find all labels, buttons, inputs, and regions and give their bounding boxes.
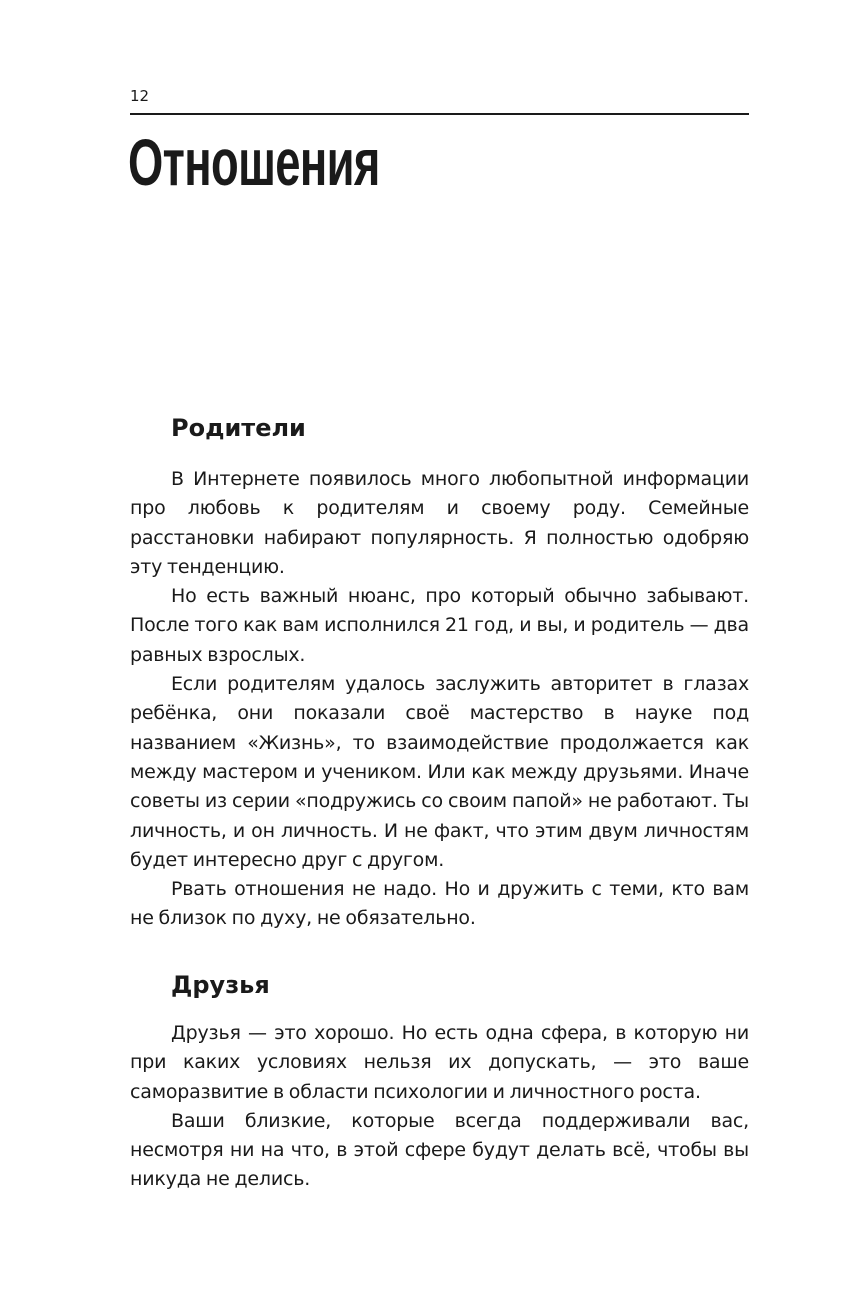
section-friends xyxy=(130,970,749,1195)
paragraph: Если родителям удалось заслужить авторитет в глазах ребёнка, они показали своё мастерство в науке под названием «Жизнь», то взаимодействие продолжается как между мастером и учеником. Или как между друзьями. Иначе советы из серии «подружись со своим папой» не работают. Ты личность, и он личность. И не факт, что этим двум личностям будет интересно друг с другом. xyxy=(130,673,749,871)
book-page xyxy=(130,0,749,1311)
section-heading: Друзья xyxy=(171,971,270,999)
paragraph: В Интернете появилось много любопытной информации про любовь к родителям и своему роду. Семейные расстановки набирают популярность. Я полностью одобряю эту тенденцию. xyxy=(130,468,749,578)
section-parents xyxy=(130,413,749,934)
paragraph: Рвать отношения не надо. Но и дружить с теми, кто вам не близок по духу, не обязательно. xyxy=(130,878,749,930)
header-rule xyxy=(130,113,749,115)
page-number: 12 xyxy=(130,87,150,105)
paragraph: Ваши близкие, которые всегда поддерживали вас, несмотря ни на что, в этой сфере будут делать всё, чтобы вы никуда не делись. xyxy=(130,1109,749,1191)
paragraph: Друзья — это хорошо. Но есть одна сфера, в которую ни при каких условиях нельзя их допускать, — это ваше саморазвитие в области психологии и личностного роста. xyxy=(130,1022,749,1103)
chapter-title: Отношения xyxy=(128,126,380,200)
paragraph: Но есть важный нюанс, про который обычно забывают. После того как вам исполнился 21 год, и вы, и родитель — два равных взрослых. xyxy=(130,585,749,666)
section-heading: Родители xyxy=(171,414,306,442)
